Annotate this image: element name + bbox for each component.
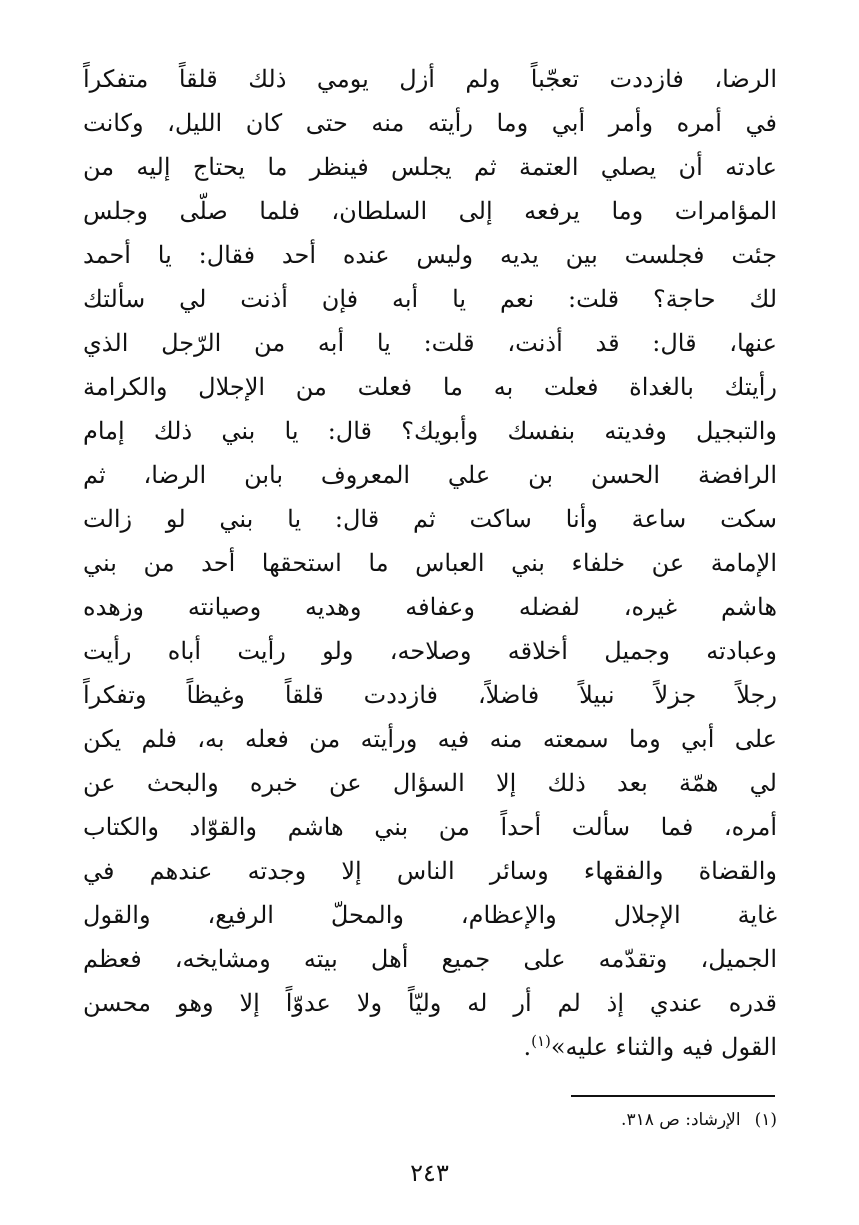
text-line: لك حاجة؟ قلت: نعم يا أبه فإن أذنت لي سألتك (83, 285, 778, 313)
text-line: المؤامرات وما يرفعه إلى السلطان، فلما صلّى وجلس (83, 197, 777, 225)
text-line: رجلاً جزلاً نبيلاً فاضلاً، فازددت قلقاً وغيظاً وتفكراً (83, 681, 777, 709)
end-punctuation: . (523, 1033, 532, 1061)
text-line: والقضاة والفقهاء وسائر الناس إلا وجدته عندهم في (83, 857, 777, 885)
text-line: قدره عندي إذ لم أر له وليّاً ولا عدوّاً إلا وهو محسن (83, 989, 777, 1017)
text-line: الإمامة عن خلفاء بني العباس ما استحقها أحد من بني (83, 549, 777, 577)
text-line: على أبي وما سمعته منه فيه ورأيته من فعله به، فلم يكن (83, 725, 777, 753)
text-line: الجميل، وتقدّمه على جميع أهل بيته ومشايخه، فعظم (83, 945, 777, 973)
text-line: هاشم غيره، لفضله وعفافه وهديه وصيانته وزهده (83, 593, 777, 621)
footnote-divider (571, 1095, 775, 1097)
text-line: غاية الإجلال والإعظام، والمحلّ الرفيع، والقول (83, 901, 777, 929)
footnote-text: الإرشاد: ص ٣١٨. (621, 1110, 741, 1130)
page-number: ٢٤٣ (410, 1159, 449, 1187)
text-line: أمره، فما سألت أحداً من بني هاشم والقوّاد والكتاب (83, 813, 777, 841)
text-line: الرافضة الحسن بن علي المعروف بابن الرضا، ثم (83, 461, 777, 489)
footnote (621, 1108, 777, 1132)
text-line: رأيتك بالغداة فعلت به ما فعلت من الإجلال والكرامة (83, 373, 777, 401)
text-line: في أمره وأمر أبي وما رأيته منه حتى كان الليل، وكانت (83, 109, 777, 137)
text-line: جئت فجلست بين يديه وليس عنده أحد فقال: يا أحمد (83, 241, 777, 269)
text-line-last (83, 1025, 777, 1069)
text-line: والتبجيل وفديته بنفسك وأبويك؟ قال: يا بني ذلك إمام (83, 417, 777, 445)
last-line-text: القول فيه والثناء عليه» (550, 1033, 777, 1061)
text-line: عادته أن يصلي العتمة ثم يجلس فينظر ما يحتاج إليه من (83, 153, 777, 181)
text-line: الرضا، فازددت تعجّباً ولم أزل يومي ذلك قلقاً متفكراً (83, 65, 777, 93)
footnote-reference[interactable]: (١) (531, 1032, 551, 1050)
footnote-number: (١) (754, 1110, 777, 1130)
text-line: سكت ساعة وأنا ساكت ثم قال: يا بني لو زالت (83, 505, 777, 533)
text-line: وعبادته وجميل أخلاقه وصلاحه، ولو رأيت أباه رأيت (83, 637, 777, 665)
main-text (83, 57, 777, 1069)
text-line: عنها، قال: قد أذنت، قلت: يا أبه من الرّجل الذي (83, 329, 777, 357)
text-line: لي همّة بعد ذلك إلا السؤال عن خبره والبحث عن (83, 769, 777, 797)
